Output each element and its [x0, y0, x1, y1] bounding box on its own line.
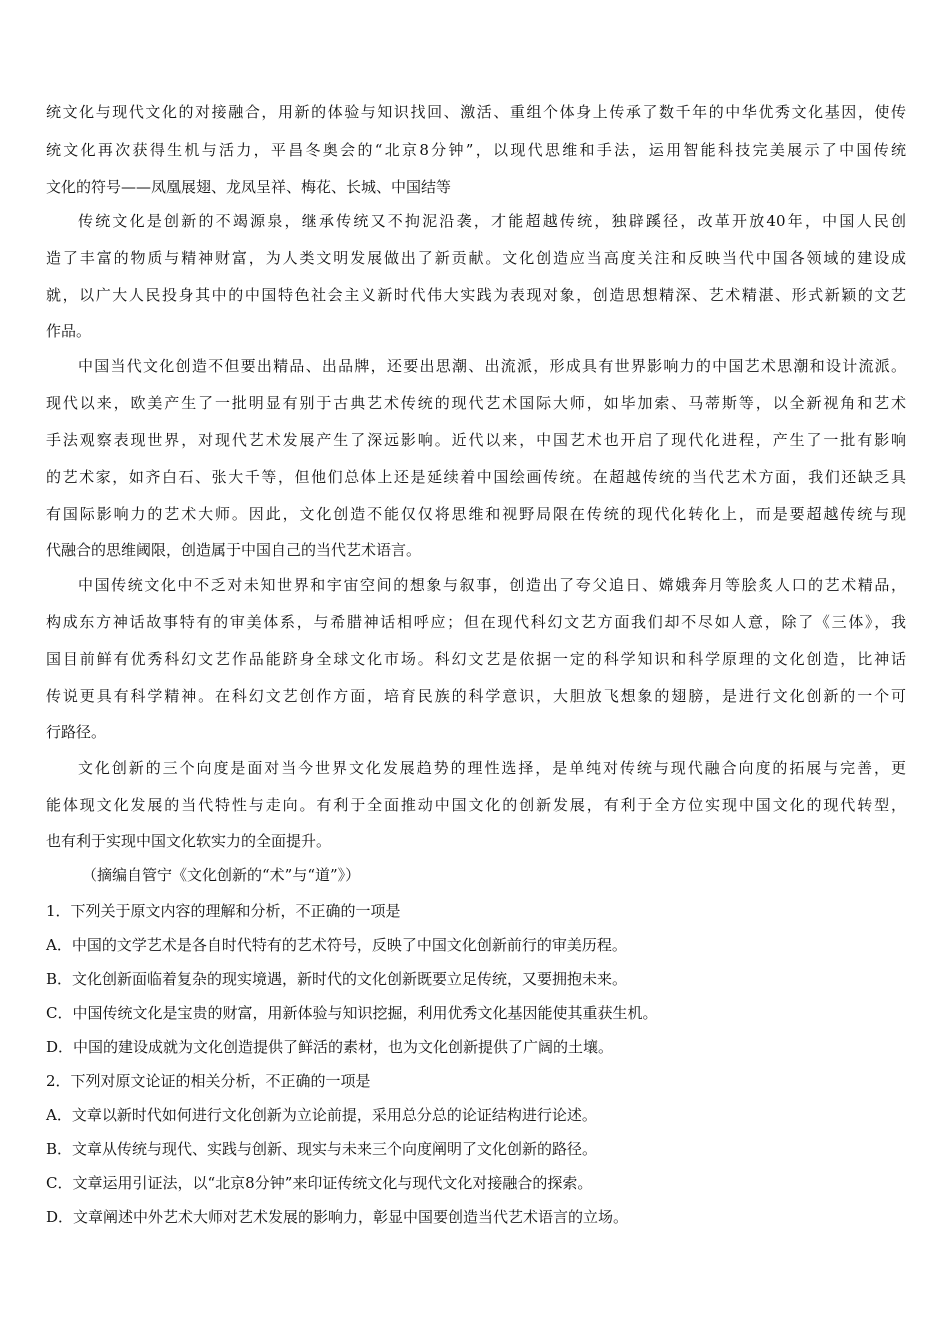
question-stem: 1．下列关于原文内容的理解和分析，不正确的一项是: [46, 902, 401, 920]
question-option: D．文章阐述中外艺术大师对艺术发展的影响力，彰显中国要创造当代艺术语言的立场。: [46, 1208, 629, 1226]
paragraph-line: 行路径。: [46, 723, 107, 741]
question-stem: 2．下列对原文论证的相关分析，不正确的一项是: [46, 1072, 371, 1090]
paragraph-line: 统文化再次获得生机与活力，平昌冬奥会的“北京8分钟”，以现代思维和手法，运用智能科技完美展示了中国传统: [46, 141, 906, 159]
paragraph-line: 有国际影响力的艺术大师。因此，文化创造不能仅仅将思维和视野局限在传统的现代化转化上，而是要超越传统与现: [46, 505, 906, 523]
paragraph-line: 手法观察表现世界，对现代艺术发展产生了深远影响。近代以来，中国艺术也开启了现代化进程，产生了一批有影响: [46, 431, 906, 449]
paragraph-line: 就，以广大人民投身其中的中国特色社会主义新时代伟大实践为表现对象，创造思想精深、艺术精湛、形式新颖的文艺: [46, 286, 906, 304]
question-option: A．中国的文学艺术是各自时代特有的艺术符号，反映了中国文化创新前行的审美历程。: [46, 936, 627, 954]
question-option: B．文章从传统与现代、实践与创新、现实与未来三个向度阐明了文化创新的路径。: [46, 1140, 598, 1158]
paragraph-line: 文化创新的三个向度是面对当今世界文化发展趋势的理性选择，是单纯对传统与现代融合向度的拓展与完善，更: [78, 759, 906, 777]
paragraph-line: 传统文化是创新的不竭源泉，继承传统又不拘泥沿袭，才能超越传统，独辟蹊径，改革开放40年，中国人民创: [78, 212, 906, 230]
source-citation: （摘编自管宁《文化创新的“术”与“道”》）: [82, 866, 361, 884]
paragraph-line: 代融合的思维阈限，创造属于中国自己的当代艺术语言。: [46, 541, 422, 559]
paragraph-line: 中国当代文化创造不但要出精品、出品牌，还要出思潮、出流派，形成具有世界影响力的中国艺术思潮和设计流派。: [78, 357, 906, 375]
question-option: B．文化创新面临着复杂的现实境遇，新时代的文化创新既要立足传统，又要拥抱未来。: [46, 970, 628, 988]
paragraph-line: 的艺术家，如齐白石、张大千等，但他们总体上还是延续着中国绘画传统。在超越传统的当代艺术方面，我们还缺乏具: [46, 468, 906, 486]
paragraph-line: 造了丰富的物质与精神财富，为人类文明发展做出了新贡献。文化创造应当高度关注和反映当代中国各领域的建设成: [46, 249, 906, 267]
question-option: C．中国传统文化是宝贵的财富，用新体验与知识挖掘，利用优秀文化基因能使其重获生机。: [46, 1004, 658, 1022]
paragraph-line: 作品。: [46, 322, 92, 340]
question-option: C．文章运用引证法，以“北京8分钟”来印证传统文化与现代文化对接融合的探索。: [46, 1174, 593, 1192]
question-option: A．文章以新时代如何进行文化创新为立论前提，采用总分总的论证结构进行论述。: [46, 1106, 597, 1124]
paragraph-line: 构成东方神话故事特有的审美体系，与希腊神话相呼应；但在现代科幻文艺方面我们却不尽如人意，除了《三体》，我: [46, 613, 906, 631]
question-option: D．中国的建设成就为文化创造提供了鲜活的素材，也为文化创新提供了广阔的土壤。: [46, 1038, 614, 1056]
paragraph-line: 国目前鲜有优秀科幻文艺作品能跻身全球文化市场。科幻文艺是依据一定的科学知识和科学原理的文化创造，比神话: [46, 650, 906, 668]
paragraph-line: 也有利于实现中国文化软实力的全面提升。: [46, 832, 332, 850]
paragraph-line: 能体现文化发展的当代特性与走向。有利于全面推动中国文化的创新发展，有利于全方位实现中国文化的现代转型，: [46, 796, 906, 814]
paragraph-line: 现代以来，欧美产生了一批明显有别于古典艺术传统的现代艺术国际大师，如毕加索、马蒂斯等，以全新视角和艺术: [46, 394, 906, 412]
paragraph-line: 文化的符号——凤凰展翅、龙凤呈祥、梅花、长城、中国结等: [46, 178, 452, 196]
paragraph-line: 统文化与现代文化的对接融合，用新的体验与知识找回、激活、重组个体身上传承了数千年的中华优秀文化基因，使传: [46, 103, 906, 121]
paragraph-line: 传说更具有科学精神。在科幻文艺创作方面，培育民族的科学意识，大胆放飞想象的翅膀，是进行文化创新的一个可: [46, 687, 906, 705]
paragraph-line: 中国传统文化中不乏对未知世界和宇宙空间的想象与叙事，创造出了夸父追日、嫦娥奔月等脍炙人口的艺术精品，: [78, 576, 906, 594]
